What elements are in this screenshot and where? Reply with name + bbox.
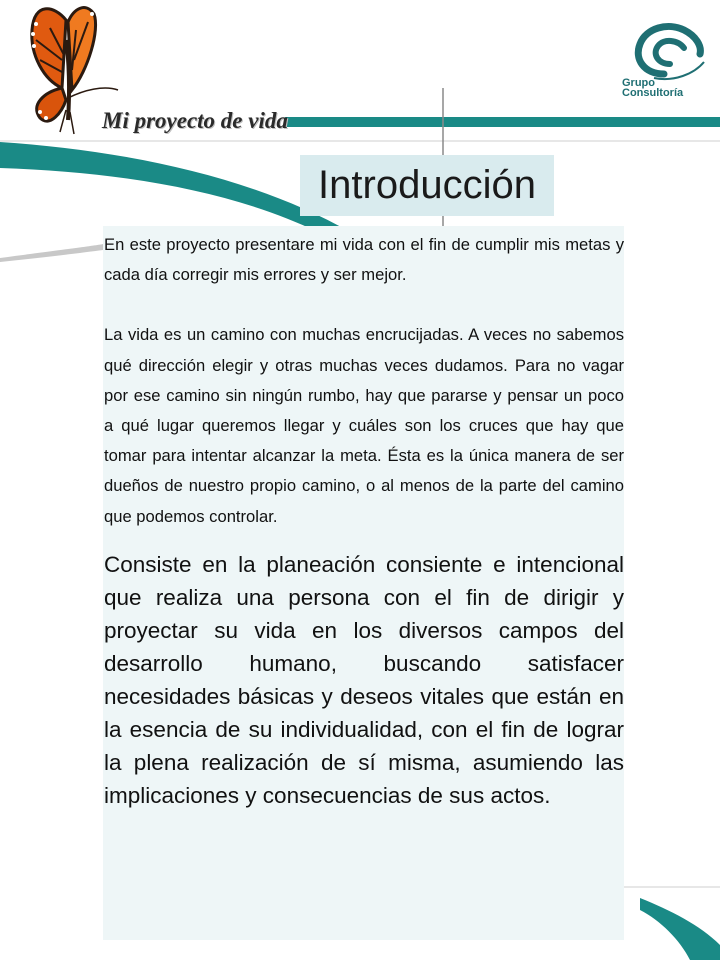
paragraph-2: La vida es un camino con muchas encrucijadas. A veces no sabemos qué dirección elegir y otras muchas veces dudamos. Para no vagar por ese camino sin ningún rumbo, hay que pararse y pensar un poco a qué lugar queremos llegar y cuáles son los cruces que hay que tomar para intentar alcanzar la meta. Ésta es la única manera de ser dueños de nuestro propio camino, o al menos de la parte del camino que podemos controlar. [104,325,624,526]
logo-line-2: Consultoría [622,87,684,99]
logo-text [622,78,683,98]
header-teal-bar [285,117,720,127]
page-title: Introducción [318,163,536,207]
title-box [300,155,554,216]
content-panel [103,226,624,940]
grey-swoosh [0,244,103,262]
teal-swoosh [0,142,350,232]
right-teal-swoosh [640,898,720,960]
paragraph-1: En este proyecto presentare mi vida con el fin de cumplir mis metas y cada día corregir mis errores y ser mejor. [104,235,624,285]
logo-line-1: Grupo [622,77,655,89]
paragraph-3: Consiste en la planeación consiente e intencional que realiza una persona con el fin de dirigir y proyectar su vida en los diversos campos del desarrollo humano, buscando satisfacer necesidades básicas y deseos vitales que están en la esencia de su individualidad, con el fin de lograr la plena realización de sí misma, asumiendo las implicaciones y consecuencias de sus actos. [104,551,624,808]
subtitle: Mi proyecto de vida [102,108,288,133]
